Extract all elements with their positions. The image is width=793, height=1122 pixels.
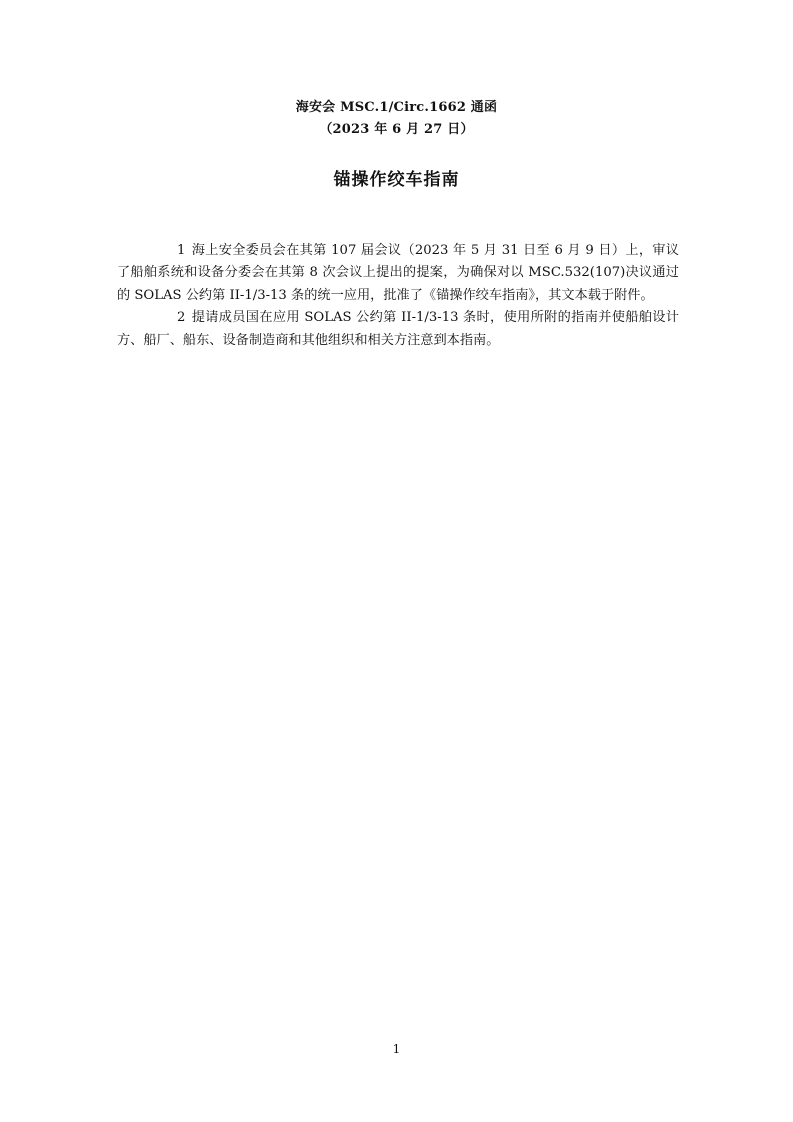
paragraph-text: 海上安全委员会在其第 107 届会议（2023 年 5 月 31 日至 6 月 9 日）上，审议了船舶系统和设备分委会在其第 8 次会议上提出的提案，为确保对以 MSC.532(107)决议通过的 SOLAS 公约第 II-1/3-13 条的统一应用，批准了《锚操作绞车指南》，其文本载于附件。 — [117, 243, 679, 303]
circular-date: （2023 年 6 月 27 日） — [319, 122, 474, 137]
document-body — [117, 240, 679, 352]
paragraph-number: 1 — [177, 243, 186, 258]
circular-reference: 海安会 MSC.1/Circ.1662 通函 — [295, 100, 498, 115]
paragraph-2 — [117, 307, 679, 352]
document-title: 锚操作绞车指南 — [333, 170, 460, 190]
paragraph-1 — [117, 240, 679, 307]
paragraph-text: 提请成员国在应用 SOLAS 公约第 II-1/3-13 条时，使用所附的指南并使船舶设计方、船厂、船东、设备制造商和其他组织和相关方注意到本指南。 — [117, 310, 679, 348]
paragraph-number: 2 — [177, 310, 186, 326]
page-number: 1 — [392, 1042, 401, 1056]
document-header — [0, 97, 793, 141]
